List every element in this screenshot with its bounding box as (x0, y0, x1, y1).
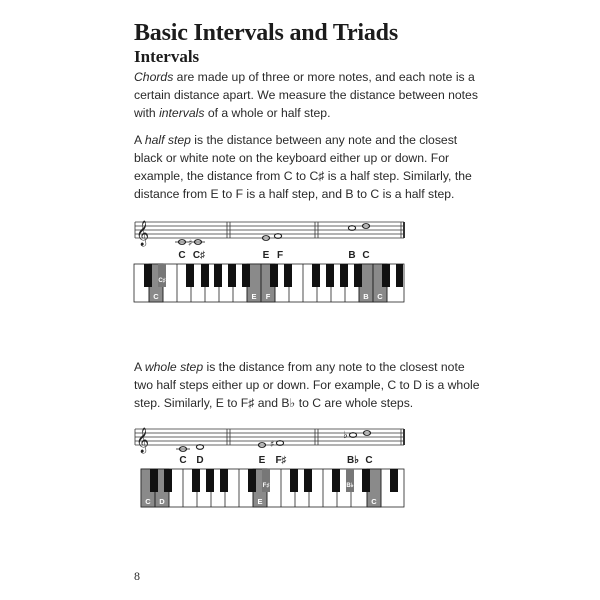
note-label: F (276, 250, 284, 261)
page-number: 8 (134, 569, 140, 583)
note-label: F♯ (275, 455, 287, 466)
keyboard (141, 469, 404, 507)
half-step-diagram (131, 212, 411, 308)
key-label: F (265, 292, 271, 301)
note-label: C (365, 455, 373, 466)
whole-step-diagram (131, 419, 411, 515)
treble-clef-icon: 𝄞 (136, 221, 150, 246)
term-half-step: half step (144, 133, 191, 147)
term-intervals: intervals (159, 106, 205, 120)
note-label: B (348, 250, 356, 261)
note-label: D (196, 455, 204, 466)
key-label: B (363, 292, 369, 301)
figure-half-steps (131, 212, 411, 308)
note-label: C (179, 455, 187, 466)
note-label: C (178, 250, 186, 261)
note-label: C♯ (192, 250, 206, 261)
paragraph-chords (134, 68, 484, 122)
page-title: Basic Intervals and Triads (134, 20, 398, 46)
half-step-text: is the distance between any note and the closest black or white note on the keyboard either up or down. For example, the distance from C to C♯ is a half step. Similarly, the distance from E to F is a half step, and B to C is a half step. (134, 133, 472, 201)
note-label: E (258, 455, 266, 466)
chords-text-part1: are made up of three or more notes, and each note is a certain distance apart. We measure the distance between notes with (134, 70, 478, 120)
key-label: C♯ (158, 278, 166, 284)
term-chords: Chords (134, 70, 174, 84)
note-label: C (362, 250, 370, 261)
treble-clef-icon: 𝄞 (136, 428, 150, 453)
key-label: C (153, 292, 159, 301)
chords-text-part2: of a whole or half step. (204, 106, 331, 120)
whole-step-text: is the distance from any note to the closest note two half steps either up or down. For example, C to D is a whole step. Similarly, E to F♯ and B♭ to C are whole steps. (134, 360, 480, 410)
section-title-intervals: Intervals (134, 47, 200, 66)
note-label: E (262, 250, 270, 261)
key-label: E (257, 497, 263, 506)
key-label: B♭ (346, 483, 354, 489)
paragraph-half-step (134, 131, 484, 203)
note-labels (179, 455, 372, 466)
note-label: B♭ (347, 455, 359, 466)
note-labels (178, 250, 369, 261)
half-step-lead: A (134, 133, 145, 147)
figure-whole-steps (131, 419, 411, 515)
paragraph-whole-step (134, 358, 484, 412)
key-label: D (159, 497, 165, 506)
key-label: C (145, 497, 151, 506)
term-whole-step: whole step (144, 360, 204, 374)
key-label: F♯ (262, 483, 270, 489)
key-label: E (251, 292, 257, 301)
sharp-accidental: ♯ (270, 440, 275, 450)
sharp-accidental: ♯ (188, 239, 193, 249)
key-label: C (371, 497, 377, 506)
key-label: C (377, 292, 383, 301)
flat-accidental: ♭ (343, 430, 348, 441)
whole-step-lead: A (134, 360, 145, 374)
